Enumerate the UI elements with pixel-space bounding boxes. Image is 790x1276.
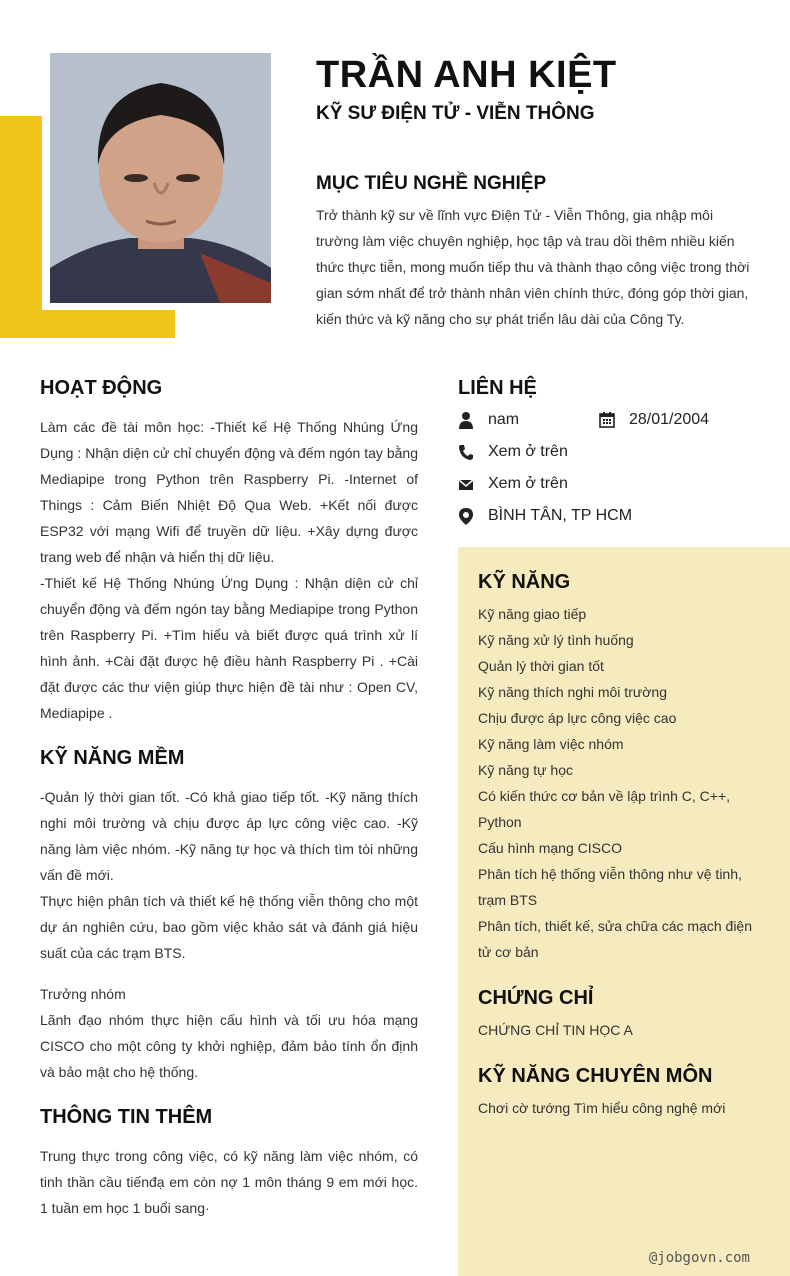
contact-heading: LIÊN HỆ — [458, 377, 537, 399]
skills-list — [478, 601, 770, 965]
list-item: Có kiến thức cơ bản về lập trình C, C++, Python — [478, 788, 731, 830]
activities-paragraph: -Thiết kế Hệ Thống Nhúng Ứng Dụng : Nhận diện cử chỉ chuyển động và đếm ngón tay bằng Mediapipe trong Python trên Raspberry Pi. +Tìm hiểu và biết được quá trình xử lí hình ảnh. +Cài đặt được hệ điều hành Raspberry Pi . +Cài đặt được các thư viện giúp thực hiện đề tài như : Open CV, Mediapipe . — [40, 575, 418, 721]
skills-panel — [458, 547, 790, 1276]
objective-heading: MỤC TIÊU NGHỀ NGHIỆP — [316, 173, 547, 194]
more-info-text: Trung thực trong công việc, có kỹ năng làm việc nhóm, có tinh thần cầu tiếnđạ em còn nợ 1 môn tháng 9 em mới học. 1 tuần em học 1 buổi sang· — [40, 1148, 418, 1216]
contact-row-address — [458, 500, 790, 532]
birthday-value: 28/01/2004 — [629, 411, 710, 428]
profile-photo — [50, 53, 271, 303]
role-title: Trưởng nhóm — [40, 986, 126, 1002]
certificate-item: CHỨNG CHỈ TIN HỌC A — [478, 1022, 633, 1038]
skills-heading: KỸ NĂNG — [478, 571, 571, 593]
activities-paragraph: Làm các đề tài môn học: -Thiết kế Hệ Thống Nhúng Ứng Dụng : Nhận diện cử chỉ chuyển động và đếm ngón tay bằng Mediapipe trong Python trên Raspberry Pi. -Internet of Things : Cảm Biến Nhiệt Độ Qua Web. +Kết nối được ESP32 với mạng Wifi để truyền dữ liệu. +Xây dựng được trang web để nhận và hiển thị dữ liệu. — [40, 419, 418, 565]
list-item: Phân tích, thiết kế, sửa chữa các mạch điện tử cơ bản — [478, 918, 752, 960]
contact-section — [458, 372, 790, 532]
location-pin-icon — [458, 507, 474, 525]
person-icon — [458, 411, 474, 429]
list-item: Kỹ năng làm việc nhóm — [478, 736, 624, 752]
left-column — [40, 372, 418, 1221]
more-info-heading: THÔNG TIN THÊM — [40, 1106, 213, 1128]
person-portrait-icon — [50, 53, 271, 303]
address-value: BÌNH TÂN, TP HCM — [488, 507, 633, 524]
soft-skills-paragraph: -Quản lý thời gian tốt. -Có khả giao tiếp tốt. -Kỹ năng thích nghi môi trường và chịu được áp lực công việc cao. -Kỹ năng làm việc nhóm. -Kỹ năng tự học và thích tìm tòi những vấn đề mới. — [40, 789, 418, 883]
list-item: Kỹ năng xử lý tình huống — [478, 632, 634, 648]
gender-value: nam — [488, 411, 520, 428]
contact-row-email — [458, 468, 790, 500]
activities-heading: HOẠT ĐỘNG — [40, 377, 163, 399]
list-item: Kỹ năng tự học — [478, 762, 573, 778]
job-title: KỸ SƯ ĐIỆN TỬ - VIỄN THÔNG — [316, 103, 595, 124]
soft-skills-heading: KỸ NĂNG MỀM — [40, 747, 185, 769]
contact-row-phone — [458, 436, 790, 468]
soft-skills-paragraph: Thực hiện phân tích và thiết kế hệ thống viễn thông cho một dự án nghiên cứu, bao gồm việc khảo sát và đánh giá hiệu suất của các trạm BTS. — [40, 893, 418, 961]
accent-bar-horizontal — [0, 310, 175, 338]
phone-icon — [458, 443, 474, 461]
list-item: Phân tích hệ thống viễn thông như vệ tinh, trạm BTS — [478, 866, 742, 908]
list-item: Quản lý thời gian tốt — [478, 658, 604, 674]
professional-skills-heading: KỸ NĂNG CHUYÊN MÔN — [478, 1065, 713, 1087]
watermark: @jobgovn.com — [648, 1250, 750, 1266]
list-item: Kỹ năng giao tiếp — [478, 606, 587, 622]
list-item: Cấu hình mạng CISCO — [478, 840, 622, 856]
email-value: Xem ở trên — [488, 475, 568, 492]
calendar-icon — [599, 411, 615, 429]
certificates-heading: CHỨNG CHỈ — [478, 987, 594, 1009]
phone-value: Xem ở trên — [488, 443, 568, 460]
role-description: Lãnh đạo nhóm thực hiện cấu hình và tối ưu hóa mạng CISCO cho một công ty khởi nghiệp, đảm bảo tính ổn định và bảo mật cho hệ thống. — [40, 1012, 418, 1080]
accent-bar-vertical — [0, 116, 42, 338]
contact-row-gender-birthday — [458, 404, 790, 436]
objective-text: Trở thành kỹ sư về lĩnh vực Điện Tử - Viễn Thông, gia nhập môi trường làm việc chuyên nghiệp, học tập và trau dồi thêm nhiều kiến thức thực tiễn, mong muốn tiếp thu và thành thạo công việc trong thời gian sớm nhất để trở thành nhân viên chính thức, đóng góp thời gian, kiến thức và kỹ năng cho sự phát triển lâu dài của Công Ty. — [316, 207, 750, 327]
professional-skills-text: Chơi cờ tướng Tìm hiểu công nghệ mới — [478, 1100, 726, 1116]
mail-icon — [458, 475, 474, 493]
list-item: Chịu được áp lực công việc cao — [478, 710, 677, 726]
candidate-name: TRẦN ANH KIỆT — [316, 54, 617, 96]
list-item: Kỹ năng thích nghi môi trường — [478, 684, 667, 700]
